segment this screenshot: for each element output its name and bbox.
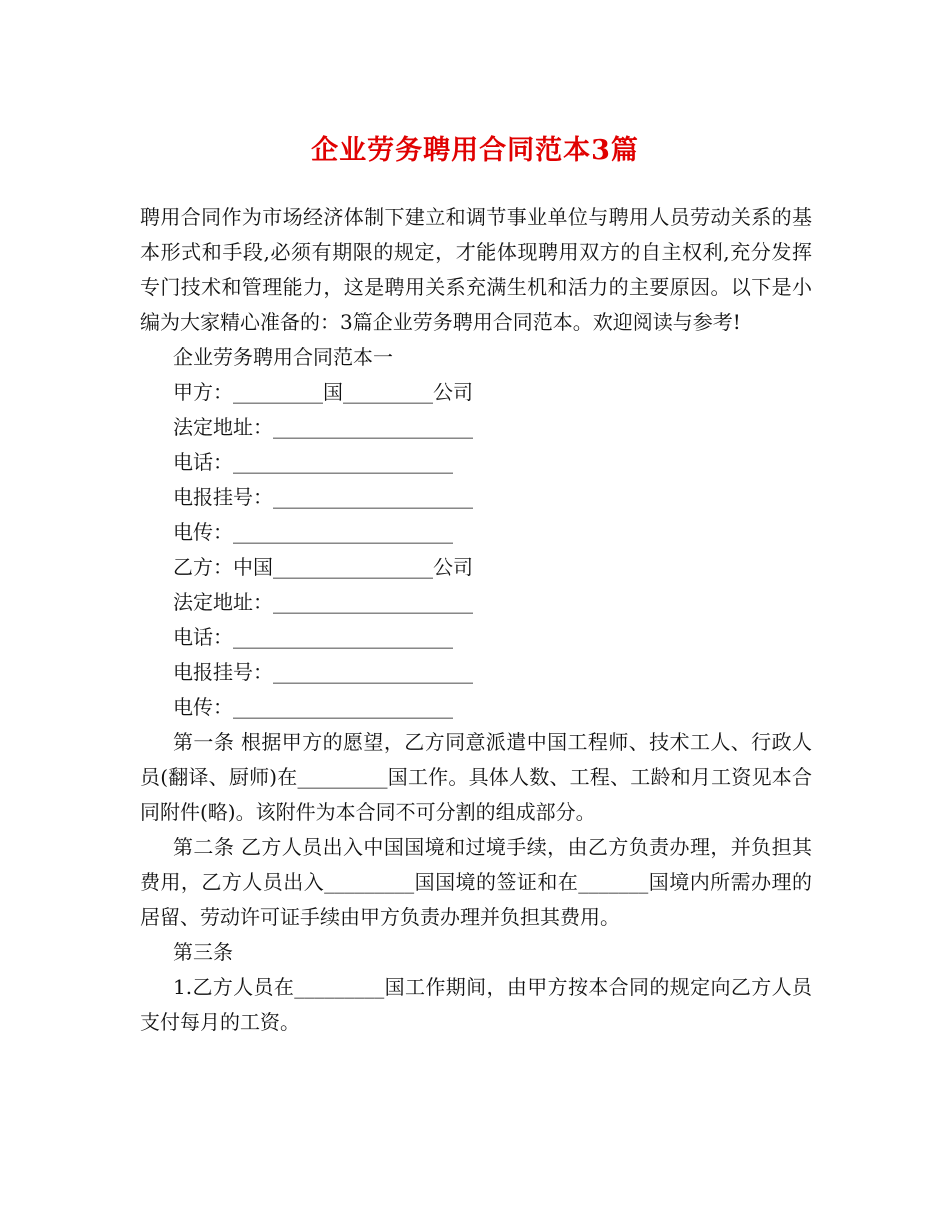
document-body — [140, 200, 812, 1040]
party-a-address-line: 法定地址：____________________ — [173, 415, 473, 439]
article-3-heading: 第三条 — [173, 940, 233, 964]
party-b-phone-line: 电话：______________________ — [173, 625, 453, 649]
party-a-phone-line: 电话：______________________ — [173, 450, 453, 474]
party-b-line: 乙方：中国________________公司 — [173, 555, 473, 579]
party-b-telegraph-line: 电报挂号：____________________ — [173, 660, 473, 684]
article-2-paragraph: 第二条 乙方人员出入中国国境和过境手续，由乙方负责办理，并负担其费用，乙方人员出入_________国国境的签证和在_______国境内所需办理的居留、劳动许可证手续由甲方负责办理并负担其费用。 — [140, 835, 812, 929]
party-a-telegraph-line: 电报挂号：____________________ — [173, 485, 473, 509]
party-b-fax-line: 电传：______________________ — [173, 695, 453, 719]
article-1-paragraph: 第一条 根据甲方的愿望，乙方同意派遣中国工程师、技术工人、行政人员(翻译、厨师)在_________国工作。具体人数、工程、工龄和月工资见本合同附件(略)。该附件为本合同不可分割的组成部分。 — [140, 730, 812, 824]
party-a-fax-line: 电传：______________________ — [173, 520, 453, 544]
party-b-address-line: 法定地址：____________________ — [173, 590, 473, 614]
section-heading: 企业劳务聘用合同范本一 — [173, 345, 393, 369]
article-3-item-1: 1.乙方人员在_________国工作期间，由甲方按本合同的规定向乙方人员支付每月的工资。 — [140, 975, 812, 1034]
party-a-line: 甲方：_________国_________公司 — [173, 380, 473, 404]
document-title: 企业劳务聘用合同范本3篇 — [311, 135, 639, 166]
intro-paragraph: 聘用合同作为市场经济体制下建立和调节事业单位与聘用人员劳动关系的基本形式和手段,必须有期限的规定，才能体现聘用双方的自主权利,充分发挥专门技术和管理能力，这是聘用关系充满生机和活力的主要原因。以下是小编为大家精心准备的：3篇企业劳务聘用合同范本。欢迎阅读与参考! — [140, 205, 812, 334]
